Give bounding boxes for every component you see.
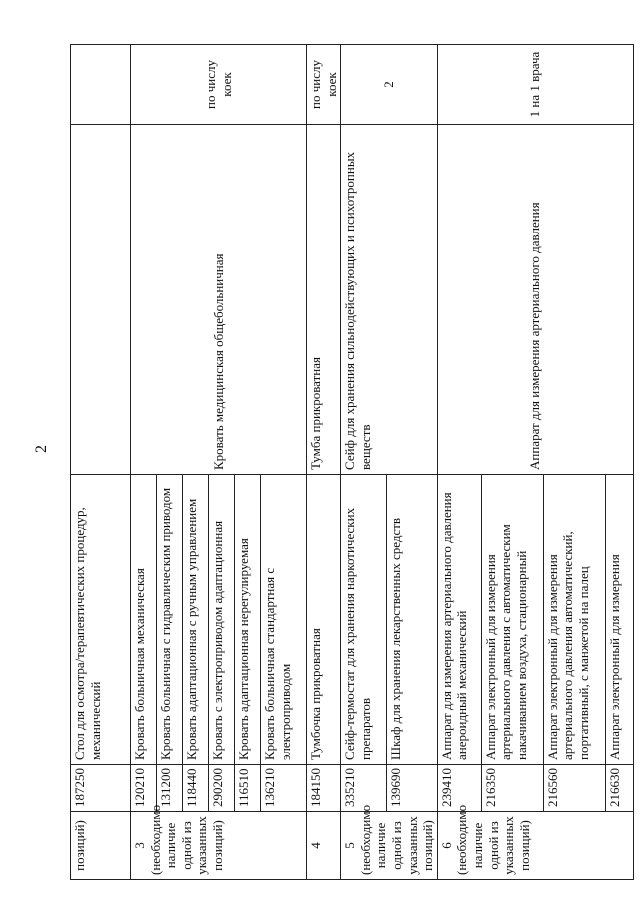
table-row (71, 45, 131, 880)
item-cell: Шкаф для хранения лекарственных средств (387, 475, 437, 765)
code-cell: 216560 (543, 765, 605, 812)
code-cell: 216350 (481, 765, 543, 812)
name-cell: Сейф для хранения сильнодействующих и психотропных веществ (341, 125, 438, 475)
quantity-cell: по числу коек (131, 45, 307, 125)
code-cell: 116510 (235, 765, 261, 812)
quantity-cell: по числу коек (307, 45, 341, 125)
code-cell: 139690 (387, 765, 437, 812)
name-cell: Тумба прикроватная (307, 125, 341, 475)
item-cell: Кровать адаптационная нерегулируемая (235, 475, 261, 765)
item-cell: Аппарат электронный для измерения (605, 475, 633, 765)
item-cell: Кровать с электроприводом адаптационная (209, 475, 235, 765)
position-cell: 3 (необходимо наличие одной из указанных позиций) (131, 812, 307, 880)
page-number: 2 (33, 445, 50, 453)
position-cell: 6 (необходимо наличие одной из указанных позиций) (437, 812, 633, 880)
quantity-cell (71, 45, 131, 125)
code-cell: 187250 (71, 765, 131, 812)
item-cell: Стол для осмотра/терапевтических процедур, механический (71, 475, 131, 765)
table-row (307, 45, 341, 880)
item-cell: Тумбочка прикроватная (307, 475, 341, 765)
code-cell: 120210 (131, 765, 157, 812)
code-cell: 118440 (183, 765, 209, 812)
position-cell: 5 (необходимо наличие одной из указанных позиций) (341, 812, 438, 880)
quantity-cell: 2 (341, 45, 438, 125)
code-cell: 239410 (437, 765, 481, 812)
item-cell: Кровать больничная механическая (131, 475, 157, 765)
table-row (437, 45, 481, 880)
table-row (131, 45, 157, 880)
table-row (341, 45, 387, 880)
code-cell: 216630 (605, 765, 633, 812)
equipment-table (70, 44, 634, 880)
item-cell: Сейф-термостат для хранения наркотических препаратов (341, 475, 387, 765)
name-cell: Аппарат для измерения артериального давления (437, 125, 633, 475)
position-cell: 4 (307, 812, 341, 880)
code-cell: 131200 (157, 765, 183, 812)
code-cell: 184150 (307, 765, 341, 812)
item-cell: Аппарат электронный для измерения артериального давления с автоматическим накачиванием воздуха, стационарный (481, 475, 543, 765)
position-cell: позиций) (71, 812, 131, 880)
item-cell: Аппарат для измерения артериального давления анероидный механический (437, 475, 481, 765)
item-cell: Кровать больничная стандартная с электроприводом (261, 475, 307, 765)
equipment-table-rotated (70, 45, 622, 880)
code-cell: 136210 (261, 765, 307, 812)
code-cell: 335210 (341, 765, 387, 812)
item-cell: Аппарат электронный для измерения артериального давления автоматический, портативный, с манжетой на палец (543, 475, 605, 765)
name-cell: Кровать медицинская общебольничная (131, 125, 307, 475)
item-cell: Кровать адаптационная с ручным управлением (183, 475, 209, 765)
code-cell: 290200 (209, 765, 235, 812)
item-cell: Кровать больничная с гидравлическим приводом (157, 475, 183, 765)
quantity-cell: 1 на 1 врача (437, 45, 633, 125)
name-cell (71, 125, 131, 475)
